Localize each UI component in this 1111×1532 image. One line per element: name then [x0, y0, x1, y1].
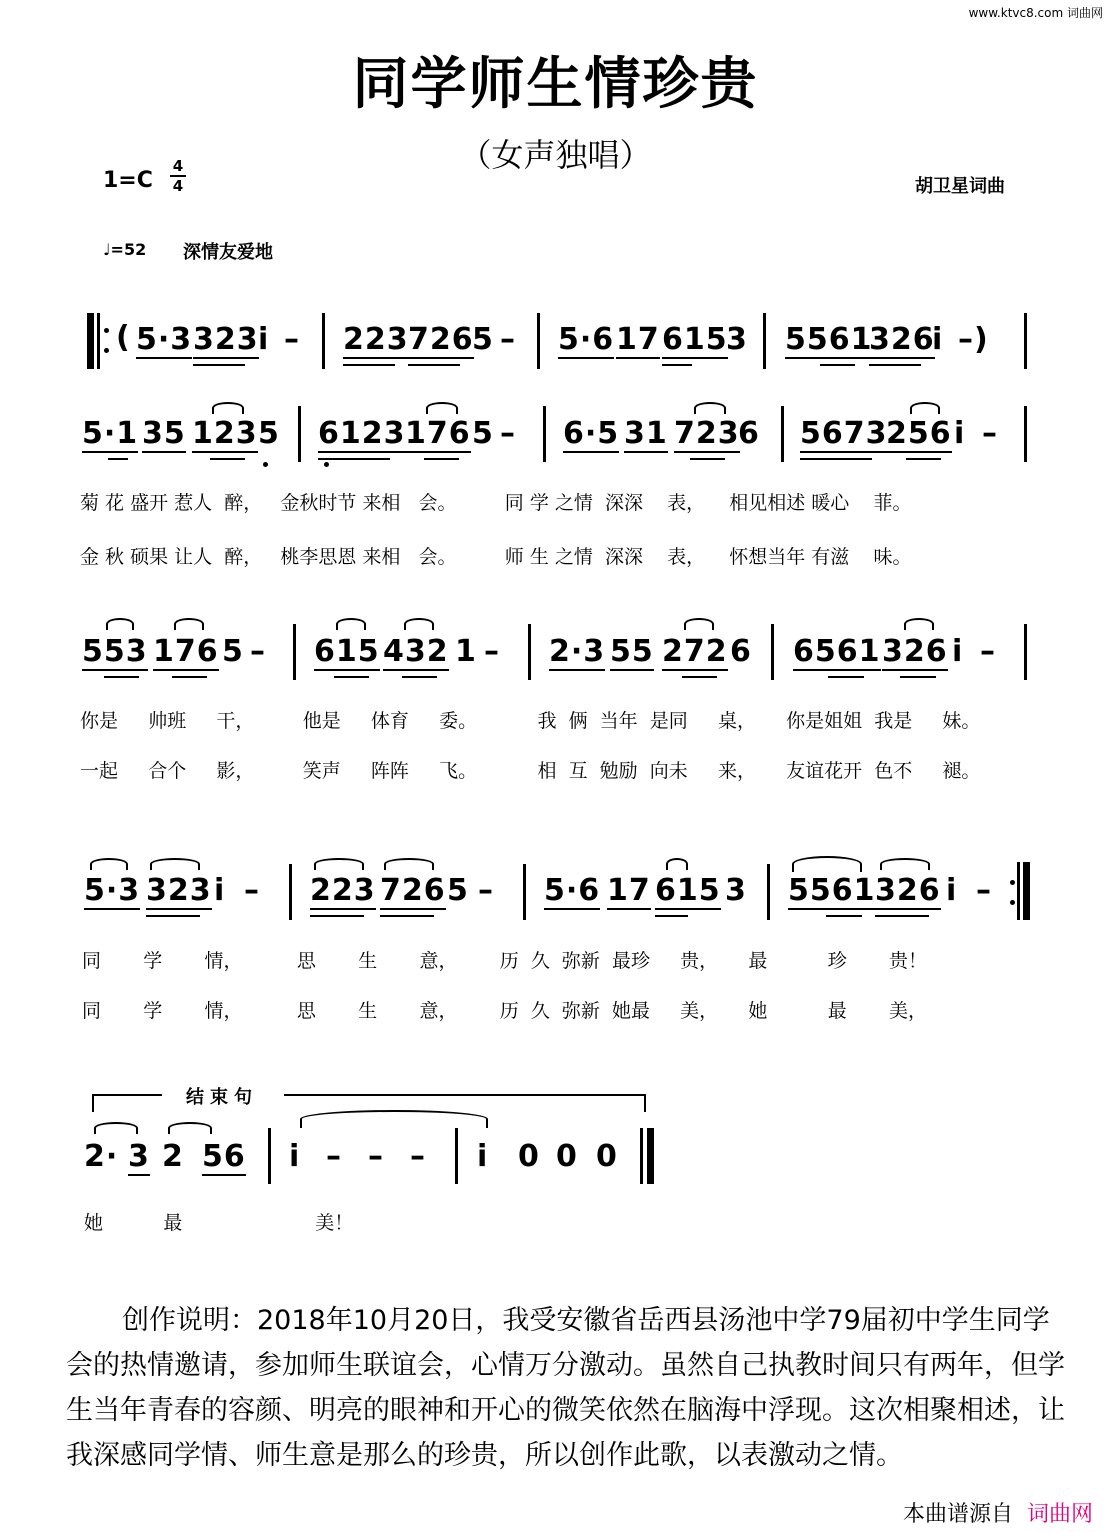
expression-marking: 深情友爱地	[183, 242, 273, 263]
note: 326	[875, 873, 941, 908]
note: 5673	[800, 416, 888, 451]
lyrics-verse-1: 同 学 情， 思 生 意， 历 久 弥新 最珍 贵， 最 珍 贵！	[82, 950, 928, 972]
note: 5	[222, 634, 244, 669]
lyrics-verse-2: 同 学 情， 思 生 意， 历 久 弥新 她最 美， 她 最 美，	[82, 1000, 928, 1022]
note: i	[477, 1139, 489, 1174]
composer-credit: 胡卫星词曲	[915, 176, 1005, 197]
key-signature: 1=C	[103, 168, 153, 193]
lyrics-verse-2: 金 秋 硕果 让人 醉， 桃李思恩 来相 会。 师 生 之情 深深 表， 怀想当年 有滋 味。	[80, 546, 912, 568]
note: 2·	[84, 1139, 119, 1174]
note: 176	[405, 416, 471, 451]
note: 5·3	[136, 322, 193, 357]
lyrics-verse-1: 你是 帅班 干， 他是 体育 委。 我 俩 当年 是同 桌， 你是姐姐 我是 妹。	[80, 710, 981, 732]
note: 432	[383, 634, 449, 669]
note: –	[500, 322, 516, 357]
tempo-marking: ♩=52	[103, 240, 147, 259]
note: i	[932, 322, 944, 357]
repeat-end-thick	[1023, 862, 1030, 920]
note: 726	[408, 322, 474, 357]
note: 56	[202, 1139, 246, 1174]
note: 0	[596, 1139, 618, 1174]
note: i	[214, 873, 226, 908]
note: 726	[380, 873, 446, 908]
note: –	[368, 1139, 384, 1174]
note: 723	[674, 416, 740, 451]
note: 6	[738, 416, 760, 451]
lyrics-verse-1: 菊 花 盛开 惹人 醉， 金秋时节 来相 会。 同 学 之情 深深 表， 相见相述 暖心 菲。	[80, 492, 912, 514]
note: 6·5	[563, 416, 620, 451]
note: –	[244, 873, 260, 908]
note: 256	[886, 416, 952, 451]
note: 0	[556, 1139, 578, 1174]
note: –	[500, 416, 516, 451]
composition-notes: 创作说明：2018年10月20日，我受安徽省岳西县汤池中学79届初中学生同学会的热情邀请，参加师生联谊会，心情万分激动。虽然自己执教时间只有两年，但学生当年青春的容颜、明亮的眼神和开心的微笑依然在脑海中浮现。这次相聚相述，让我深感同学情、师生意是那么的珍贵，所以创作此歌，以表激动之情。	[66, 1305, 1065, 1471]
note: i	[952, 634, 964, 669]
final-barline	[647, 1128, 654, 1184]
ending-lyrics: 她 最 美！	[84, 1212, 354, 1234]
song-subtitle: （女声独唱）	[459, 136, 652, 174]
note: 5	[258, 416, 280, 451]
note: 2	[162, 1139, 184, 1174]
note: 615	[662, 322, 728, 357]
note: 17	[607, 873, 651, 908]
song-title: 同学师生情珍贵	[352, 52, 759, 117]
note: 5561	[785, 322, 873, 357]
note: 323	[193, 322, 259, 357]
time-signature: 4 4	[170, 158, 186, 194]
note: –	[484, 634, 500, 669]
note: i	[954, 416, 966, 451]
note: –)	[958, 322, 989, 357]
note: 323	[146, 873, 212, 908]
note: 6123	[318, 416, 406, 451]
note: 5561	[788, 873, 876, 908]
footer-brand-link[interactable]: 词曲网	[1026, 1502, 1093, 1527]
footer-source-text: 本曲谱源自	[902, 1502, 1013, 1527]
note: 5	[472, 416, 494, 451]
source-footer	[903, 1497, 1093, 1528]
note: –	[980, 634, 996, 669]
note: 176	[153, 634, 219, 669]
note: 5·6	[544, 873, 601, 908]
note: i	[289, 1139, 301, 1174]
note: –	[976, 873, 992, 908]
note: 31	[624, 416, 668, 451]
note: 5	[447, 873, 469, 908]
site-watermark: www.ktvc8.com 词曲网	[968, 6, 1103, 20]
lyrics-verse-2: 一起 合个 影， 笑声 阵阵 飞。 相 互 勉励 向未 来， 友谊花开 色不 褪。	[80, 760, 981, 782]
note: 5·3	[84, 873, 141, 908]
note: 223	[310, 873, 376, 908]
note: 326	[869, 322, 935, 357]
note: 326	[882, 634, 948, 669]
note: –	[982, 416, 998, 451]
barline	[97, 313, 100, 369]
note: 6561	[793, 634, 881, 669]
note: 6	[730, 634, 752, 669]
note: –	[250, 634, 266, 669]
note: –	[284, 322, 300, 357]
note: 0	[518, 1139, 540, 1174]
note: 223	[343, 322, 409, 357]
note: 1	[455, 634, 477, 669]
note: 272	[662, 634, 728, 669]
note: 17	[616, 322, 660, 357]
note: 553	[82, 634, 148, 669]
open-paren: (	[116, 320, 131, 355]
note: 2·3	[549, 634, 606, 669]
ending-label: 结束句	[186, 1087, 258, 1108]
note: 3	[726, 322, 748, 357]
note: 55	[610, 634, 654, 669]
note: 35	[142, 416, 186, 451]
note: 5·1	[82, 416, 139, 451]
note: –	[478, 873, 494, 908]
note: 615	[314, 634, 380, 669]
note: i	[258, 322, 270, 357]
note: 615	[655, 873, 721, 908]
note: i	[946, 873, 958, 908]
note: 3	[128, 1139, 150, 1174]
note: 123	[192, 416, 258, 451]
note: 3	[725, 873, 747, 908]
note: –	[410, 1139, 426, 1174]
note: –	[326, 1139, 342, 1174]
note: 5·6	[558, 322, 615, 357]
repeat-start-thick	[87, 313, 94, 369]
note: 5	[472, 322, 494, 357]
